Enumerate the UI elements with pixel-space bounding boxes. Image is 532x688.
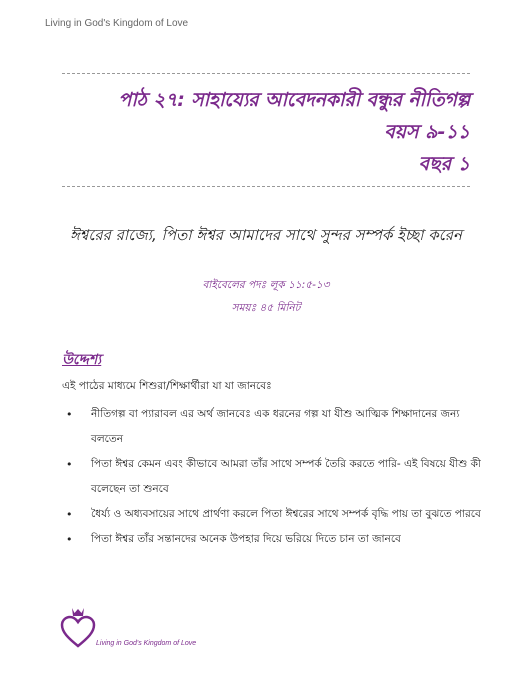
bible-reference: বাইবেলের পদঃ লূক ১১:৫-১৩ [202, 279, 330, 291]
objectives-intro: এই পাঠের মাধ্যমে শিশুরা/শিক্ষার্থীরা যা যা জানবেঃ [62, 380, 272, 392]
crown-heart-icon [60, 606, 96, 648]
objective-text: ধৈর্য্য ও অধ্যবসায়ের সাথে প্রার্থণা করলে পিতা ঈশ্বরের সাথে সম্পর্ক বৃদ্ধি পায় তা বুঝতে পারবে [91, 508, 481, 520]
objectives-list [62, 402, 482, 552]
list-item [62, 402, 482, 452]
lesson-subtitle: ঈশ্বরের রাজ্যে, পিতা ঈশ্বর আমাদের সাথে সুন্দর সম্পর্ক ইচ্ছা করেন [69, 226, 463, 244]
page-footer: Living in God's Kingdom of Love [96, 640, 197, 647]
list-item [62, 452, 482, 502]
bullet-icon: • [66, 533, 73, 546]
objective-text: পিতা ঈশ্বর কেমন এবং কীভাবে আমরা তাঁর সাথে সম্পর্ক তৈরি করতে পারি- এই বিষয়ে যীশু কী বলেছেন তা শুনবে [91, 458, 481, 495]
page-header: Living in God's Kingdom of Love [45, 18, 189, 29]
bullet-icon: • [66, 408, 73, 421]
bullet-icon: • [66, 508, 73, 521]
list-item [62, 502, 482, 527]
objective-text: পিতা ঈশ্বর তাঁর সন্তানদের অনেক উপহার দিয়ে ভরিয়ে দিতে চান তা জানবে [91, 533, 401, 545]
objective-text: নীতিগল্প বা প্যারাবল এর অর্থ জানবেঃ এক ধরনের গল্প যা যীশু আত্মিক শিক্ষাদানের জন্য বলতেন [91, 408, 460, 445]
top-divider [62, 73, 470, 74]
bottom-divider [62, 186, 470, 187]
lesson-title: পাঠ ২৭: সাহায্যের আবেদনকারী বন্ধুর নীতিগল্প [118, 89, 470, 111]
lesson-duration: সময়ঃ ৪৫ মিনিট [231, 302, 301, 314]
age-range: বয়স ৯-১১ [384, 121, 470, 143]
bullet-icon: • [66, 458, 73, 471]
lesson-year: বছর ১ [418, 153, 470, 175]
list-item [62, 527, 482, 552]
objectives-heading: উদ্দেশ্য [62, 352, 102, 368]
